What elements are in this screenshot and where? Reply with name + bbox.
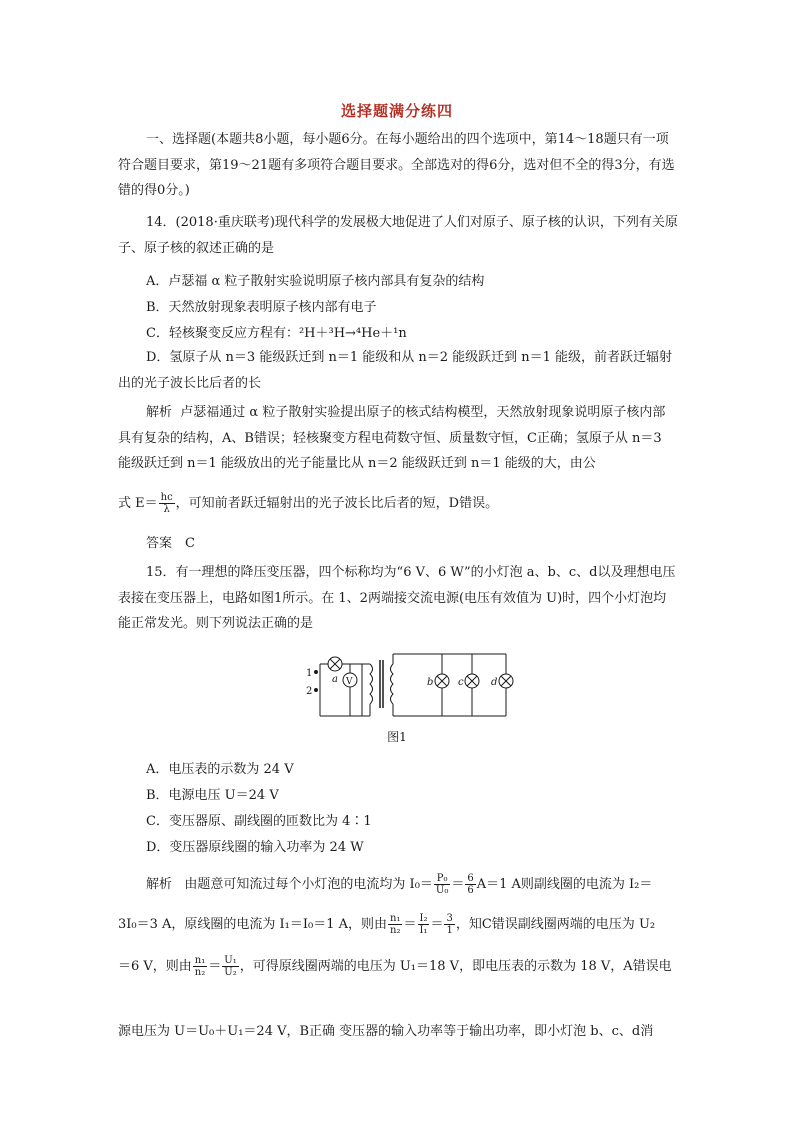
equals: ＝ [208,959,222,974]
equals: ＝ [451,877,465,892]
frac-num: P₀ [434,873,450,885]
fraction [418,913,430,936]
section-intro: 一、选择题(本题共8小题，每小题6分。在每小题给出的四个选项中，第14～18题只有一项符合题目要求，第19～21题有多项符合题目要求。全部选对的得6分，选对但不全的得3分，有选错的得0分。) [118,132,675,198]
secondary-coil [391,664,394,704]
q14-analysis-text: 卢瑟福通过 α 粒子散射实验提出原子的核式结构模型，天然放射现象说明原子核内部具有复杂的结构，A、B错误；轻核聚变方程电荷数守恒、质量数守恒，C正确；氢原子从 n＝3 能级跃迁到 n＝1 能级放出的光子能量比从 n＝2 能级跃迁到 n＝1 能级的大，由公 [118,405,666,471]
q15-option-b: B．电源电压 U＝24 V [146,788,279,803]
frac-num: hc [160,492,173,503]
fraction [222,955,238,978]
frac-den: U₀ [435,885,449,896]
frac-den: λ [163,504,170,515]
analysis-text: ＝6 V，则由 [118,959,192,974]
q14-analysis-formula-line [118,492,678,515]
q15-option-a: A．电压表的示数为 24 V [146,762,294,777]
frac-num: n₁ [390,913,401,924]
q15-analysis-line-4: 源电压为 U＝U₀＋U₁＝24 V，B正确 变压器的输入功率等于输出功率，即小灯泡 b、c、d消 [118,1024,654,1039]
page-title: 选择题满分练四 [340,102,453,120]
lamp-a-label: a [332,674,338,685]
frac-den: 6 [467,885,474,896]
q14-stem: 14．(2018·重庆联考)现代科学的发展极大地促进了人们对原子、原子核的认识，下列有关原子、原子核的叙述正确的是 [118,215,678,256]
figure-caption: 图1 [387,730,407,744]
frac-num: 3 [446,913,453,924]
frac-den: 1 [446,925,453,936]
terminal-2-label: 2 [306,686,313,697]
circuit-diagram [306,646,520,722]
q15-stem: 15．有一理想的降压变压器，四个标称均为“6 V、6 W”的小灯泡 a、b、c、d以及理想电压表接在变压器上，电路如图1所示。在 1、2两端接交流电源(电压有效值为 U)时，四个小灯泡均能正常发光。则下列说法正确的是 [118,565,676,631]
q14-formula-prefix: 式 E＝ [118,496,158,511]
frac-den: I₁ [419,925,428,936]
fraction [388,913,402,936]
q14-option-b: B．天然放射现象表明原子核内部有电子 [146,300,377,315]
q14-formula-suffix: ，可知前者跃迁辐射出的光子波长比后者的短，D错误。 [175,496,499,511]
q14-option-d: D．氢原子从 n＝3 能级跃迁到 n＝1 能级和从 n＝2 能级跃迁到 n＝1 能级，前者跃迁辐射出的光子波长比后者的长 [118,350,673,391]
frac-den: n₂ [194,967,206,978]
q14-option-c: C．轻核聚变反应方程有：²H＋³H→⁴He＋¹n [146,326,407,341]
frac-den: U₂ [224,967,237,978]
analysis-label: 解析 [146,405,173,420]
terminal-1-label: 1 [306,668,313,679]
q15-analysis-line-3 [118,955,678,978]
equals: ＝ [430,917,444,932]
frac-num: 6 [467,873,474,884]
primary-coil [370,664,373,704]
fraction [193,955,207,978]
frac-den: n₂ [390,925,401,936]
q14-analysis [118,400,678,477]
q14-formula-fraction [159,492,175,515]
fraction [465,873,475,896]
analysis-label: 解析 [146,877,173,892]
analysis-text: 由题意可知流过每个小灯泡的电流均为 I₀＝ [184,877,433,892]
equals: ＝ [403,917,417,932]
fraction [444,913,454,936]
frac-num: U₁ [224,955,237,966]
analysis-text: A＝1 A则副线圈的电流为 I₂＝ [476,877,653,892]
analysis-text: 3I₀＝3 A，原线圈的电流为 I₁＝I₀＝1 A，则由 [118,917,388,932]
frac-num: n₁ [194,955,206,966]
lamp-b-label: b [427,677,434,688]
analysis-text: ，可得原线圈两端的电压为 U₁＝18 V，即电压表的示数为 18 V，A错误电 [239,959,672,974]
q15-option-d: D．变压器原线圈的输入功率为 24 W [146,840,364,855]
q15-option-c: C．变压器原、副线圈的匝数比为 4∶1 [146,814,372,829]
q14-option-a: A．卢瑟福 α 粒子散射实验说明原子核内部具有复杂的结构 [146,274,485,289]
lamp-d-label: d [491,677,498,688]
frac-num: I₂ [419,913,428,924]
q15-analysis-line-1 [146,873,706,896]
q14-answer: 答案 C [146,536,195,551]
q15-analysis-line-2 [118,913,678,936]
voltmeter-label: V [346,677,353,687]
lamp-c-label: c [458,677,464,688]
analysis-text: ，知C错误副线圈两端的电压为 U₂ [455,917,656,932]
fraction [434,873,450,896]
